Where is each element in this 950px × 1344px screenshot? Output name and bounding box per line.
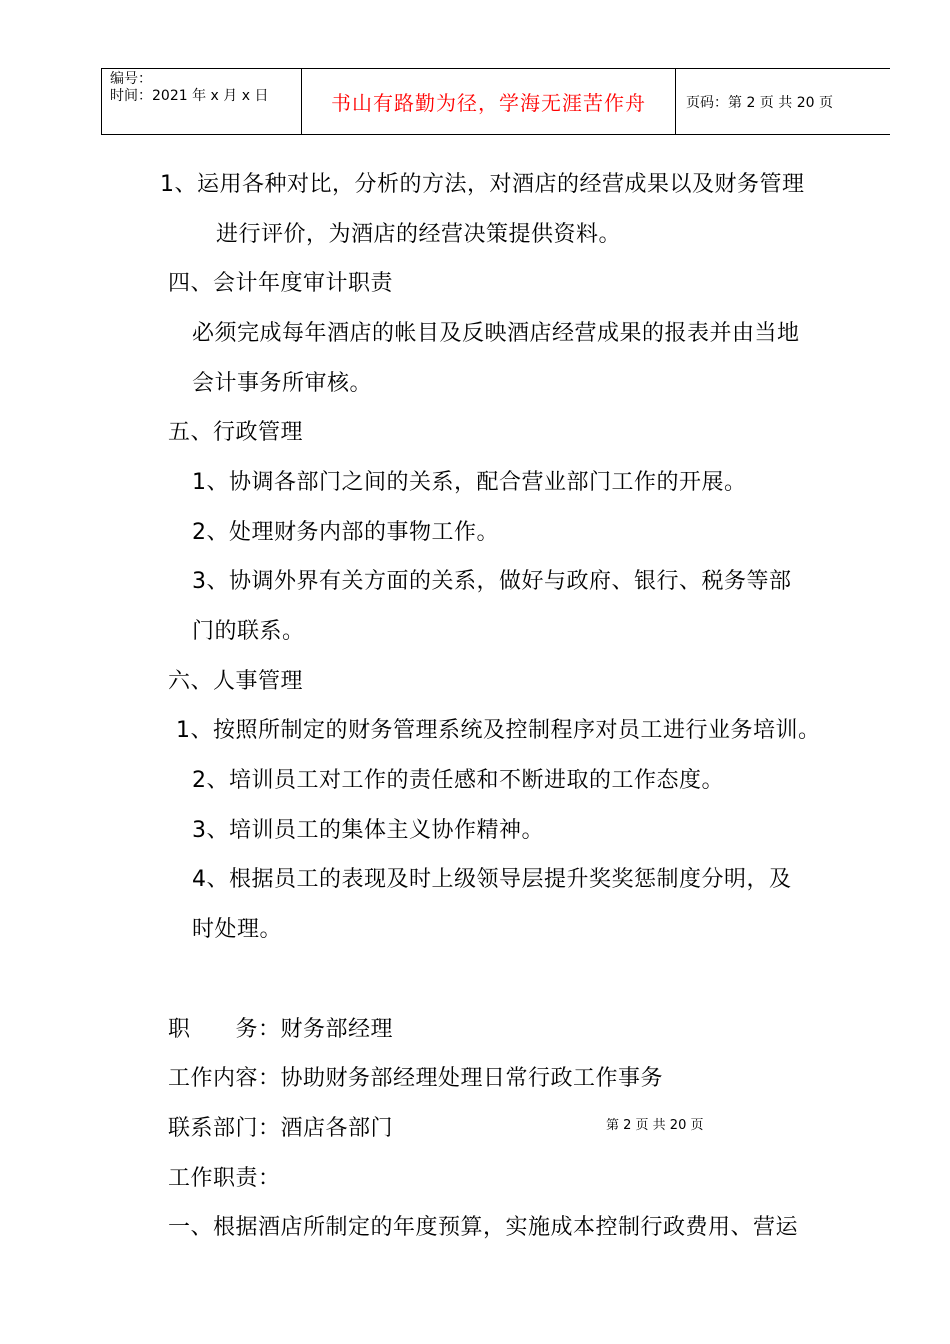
header-meta-cell	[102, 69, 302, 134]
body-line: 3、培训员工的集体主义协作精神。	[192, 818, 544, 843]
body-line: 进行评价，为酒店的经营决策提供资料。	[216, 222, 622, 247]
body-line: 1、协调各部门之间的关系，配合营业部门工作的开展。	[192, 470, 747, 495]
duties-heading: 工作职责：	[168, 1166, 281, 1191]
body-line: 一、根据酒店所制定的年度预算，实施成本控制行政费用、营运	[168, 1215, 799, 1240]
body-line: 3、协调外界有关方面的关系，做好与政府、银行、税务等部	[192, 569, 792, 594]
section-heading: 六、人事管理	[168, 669, 304, 694]
job-content-line: 工作内容：协助财务部经理处理日常行政工作事务	[168, 1066, 664, 1091]
body-line: 会计事务所审核。	[192, 371, 373, 396]
body-line: 4、根据员工的表现及时上级领导层提升奖奖惩制度分明，及	[192, 867, 792, 892]
contact-departments-line: 联系部门：酒店各部门	[168, 1116, 394, 1141]
body-line: 门的联系。	[192, 619, 305, 644]
header-slogan: 书山有路勤为径，学海无涯苦作舟	[302, 69, 676, 134]
body-line: 1、运用各种对比，分析的方法，对酒店的经营成果以及财务管理	[160, 172, 805, 197]
body-line: 1、按照所制定的财务管理系统及控制程序对员工进行业务培训。	[176, 718, 821, 743]
body-line: 必须完成每年酒店的帐目及反映酒店经营成果的报表并由当地	[192, 321, 800, 346]
section-heading: 四、会计年度审计职责	[168, 271, 394, 296]
section-heading: 五、行政管理	[168, 420, 304, 445]
page-footer: 第 2 页 共 20 页	[606, 1118, 704, 1133]
document-time-label: 时间：2021 年 x 月 x 日	[110, 88, 269, 104]
body-line: 时处理。	[192, 917, 283, 942]
page-header-table	[101, 68, 890, 135]
header-page-number: 页码：第 2 页 共 20 页	[686, 94, 833, 111]
document-number-label: 编号：	[110, 71, 152, 87]
body-line: 2、培训员工对工作的责任感和不断进取的工作态度。	[192, 768, 724, 793]
body-line: 2、处理财务内部的事物工作。	[192, 520, 499, 545]
job-title-line: 职 务：财务部经理	[168, 1017, 394, 1042]
